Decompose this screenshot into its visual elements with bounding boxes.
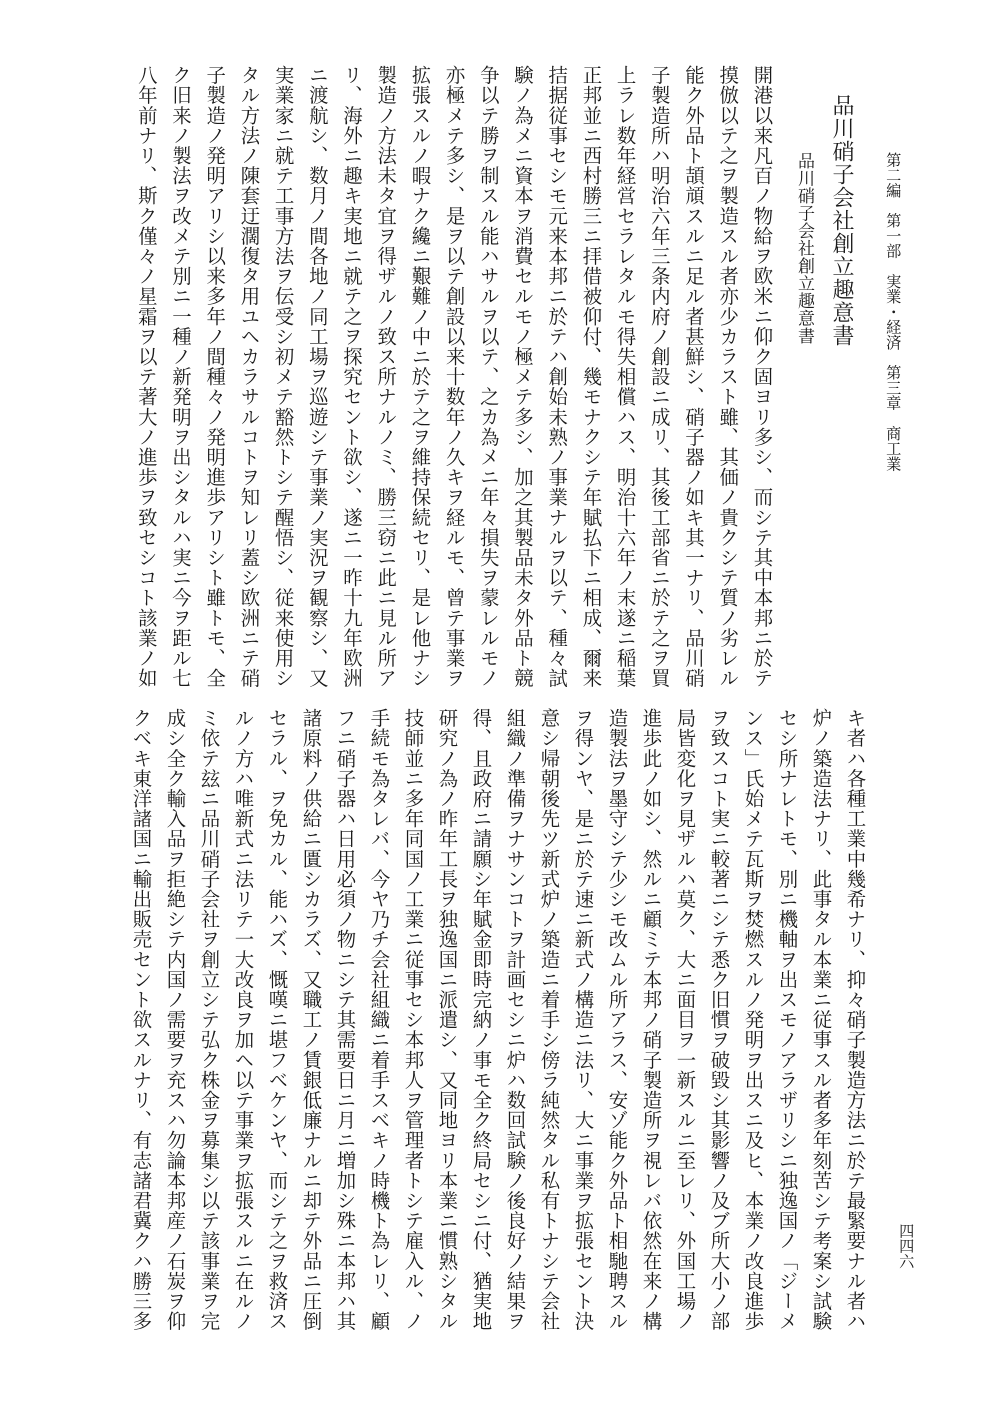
running-header: 第二編 第一部 実業・経済 第三章 商工業: [884, 152, 903, 472]
upper-text-line: 製造ノ方法未タ宜ヲ得ザルノ致ス所ナルノミ、勝三窃ニ此ニ見ル所ア: [374, 65, 398, 689]
upper-text-line: 開港以来凡百ノ物給ヲ欧米ニ仰ク固ヨリ多シ、而シテ其中本邦ニ於テ: [750, 65, 774, 689]
upper-text-line: 実業家ニ就テ工事方法ヲ伝受シ初メテ豁然トシテ醒悟シ、従来使用シ: [271, 65, 295, 689]
upper-text-line: 上ラレ数年経営セラレタルモ得失相償ハス、明治十六年ノ末遂ニ稲葉: [613, 65, 637, 689]
upper-text-line: 八年前ナリ、斯ク僅々ノ星霜ヲ以テ著大ノ進歩ヲ致セシコト該業ノ如: [134, 65, 158, 689]
page-number: 四四六: [897, 1223, 916, 1269]
lower-text-line: クベキ東洋諸国ニ輸出販売セント欲スルナリ、有志諸君冀クハ勝三多: [129, 708, 153, 1332]
lower-text-line: キ者ハ各種工業中幾希ナリ、抑々硝子製造方法ニ於テ最緊要ナル者ハ: [843, 708, 867, 1332]
lower-text-line: 局皆変化ヲ見ザルハ莫ク、大ニ面目ヲ一新スルニ至レリ、外国工場ノ: [673, 708, 697, 1332]
lower-text-line: ヲ致スコト実ニ較著ニシテ悉ク旧慣ヲ破毀シ其影響ノ及ブ所大小ノ部: [707, 708, 731, 1332]
lower-text-line: 成シ全ク輸入品ヲ拒絶シテ内国ノ需要ヲ充スハ勿論本邦産ノ石炭ヲ仰: [163, 708, 187, 1332]
lower-text-line: ミ依テ玆ニ品川硝子会社ヲ創立シテ弘ク株金ヲ募集シ以テ該事業ヲ完: [197, 708, 221, 1332]
upper-text-line: 正邦並ニ西村勝三ニ拝借被仰付、幾モナクシテ年賦払下ニ相成、爾来: [579, 65, 603, 689]
lower-text-line: 得、且政府ニ請願シ年賦金即時完納ノ事モ全ク終局セシニ付、猶実地: [469, 708, 493, 1332]
upper-text-line: 能ク外品ト頡頏スルニ足ル者甚鮮シ、硝子器ノ如キ其一ナリ、品川硝: [682, 65, 705, 689]
upper-text-line: 験ノ為メニ資本ヲ消費セルモノ極メテ多シ、加之其製品未タ外品ト競: [511, 65, 534, 689]
upper-text-line: 子製造ノ発明アリシ以来多年ノ間種々ノ発明進歩アリシト雖トモ、全: [203, 65, 227, 689]
lower-text-line: ンス」氏始メテ瓦斯ヲ焚燃スルノ発明ヲ出スニ及ヒ、本業ノ改良進歩: [741, 708, 765, 1332]
document-subtitle: 品川硝子会社創立趣意書: [794, 152, 814, 345]
lower-text-line: 炉ノ築造法ナリ、此事タル本業ニ従事スル者多年刻苦シテ考案シ試験: [809, 708, 833, 1332]
upper-text-line: 亦極メテ多シ、是ヲ以テ創設以来十数年ノ久キヲ経ルモ、曾テ事業ヲ: [442, 65, 466, 689]
lower-text-line: 意シ帰朝後先ツ新式炉ノ築造ニ着手シ傍ラ純然タル私有トナシテ会社: [537, 708, 561, 1332]
lower-text-line: 造製法ヲ墨守シテ少シモ改ムル所アラス、安ゾ能ク外品ト相馳聘スル: [605, 708, 629, 1332]
lower-text-line: フニ硝子器ハ日用必須ノ物ニシテ其需要日ニ月ニ増加シ殊ニ本邦ハ其: [333, 708, 357, 1332]
lower-text-line: 技師並ニ多年同国ノ工業ニ従事セシ本邦人ヲ管理者トシテ雇入ル、ノ: [401, 708, 425, 1332]
upper-text-line: 拮据従事セシモ元来本邦ニ於テハ創始未熟ノ事業ナルヲ以テ、種々試: [545, 65, 569, 689]
upper-text-line: 摸倣以テ之ヲ製造スル者亦少カラスト雖、其価ノ貴クシテ質ノ劣レル: [716, 65, 740, 689]
lower-text-line: 組織ノ準備ヲナサンコトヲ計画セシニ炉ハ数回試験ノ後良好ノ結果ヲ: [503, 708, 527, 1332]
lower-text-line: 手続モ為タレバ、今ヤ乃チ会社組織ニ着手スベキノ時機ト為レリ、顧: [367, 708, 391, 1332]
lower-text-line: セラル、ヲ免カル、能ハズ、慨嘆ニ堪フベケンヤ、而シテ之ヲ救済ス: [265, 708, 289, 1332]
lower-text-line: 進歩此ノ如シ、然ルニ顧ミテ本邦ノ硝子製造所ヲ視レバ依然在来ノ構: [639, 708, 663, 1332]
upper-text-line: タル方法ノ陳套迂濶復タ用ユヘカラサルコトヲ知レリ蓋シ欧洲ニテ硝: [237, 65, 261, 689]
upper-text-line: 争以テ勝ヲ制スル能ハサルヲ以テ、之カ為メニ年々損失ヲ蒙レルモノ: [476, 65, 500, 689]
upper-text-line: ク旧来ノ製法ヲ改メテ別ニ一種ノ新発明ヲ出シタルハ実ニ今ヲ距ル七: [169, 65, 192, 689]
lower-text-line: 諸原料ノ供給ニ匱シカラズ、又職工ノ賃銀低廉ナルニ却テ外品ニ圧倒: [299, 708, 323, 1332]
lower-text-line: ヲ得ンヤ、是ニ於テ速ニ新式ノ構造ニ法リ、大ニ事業ヲ拡張セント決: [571, 708, 595, 1332]
lower-text-line: 研究ノ為ノ昨年工長ヲ独逸国ニ派遣シ、又同地ヨリ本業ニ慣熟シタル: [435, 708, 459, 1332]
upper-text-line: 子製造所ハ明治六年三条内府ノ創設ニ成リ、其後工部省ニ於テ之ヲ買: [647, 65, 671, 689]
lower-text-line: ルノ方ハ唯新式ニ法リテ一大改良ヲ加ヘ以テ事業ヲ拡張スルニ在ルノ: [231, 708, 255, 1332]
upper-text-line: リ、海外ニ趣キ実地ニ就テ之ヲ探究セント欲シ、遂ニ一昨十九年欧洲: [340, 65, 363, 689]
upper-text-line: ニ渡航シ、数月ノ間各地ノ同工場ヲ巡遊シテ事業ノ実況ヲ観察シ、又: [305, 65, 329, 689]
lower-text-line: セシ所ナレトモ、別ニ機軸ヲ出スモノアラザリシニ独逸国ノ「ジーメ: [775, 708, 799, 1332]
document-title: 品川硝子会社創立趣意書: [829, 94, 854, 347]
upper-text-line: 拡張スルノ暇ナク纔ニ艱難ノ中ニ於テ之ヲ維持保続セリ、是レ他ナシ: [408, 65, 432, 689]
